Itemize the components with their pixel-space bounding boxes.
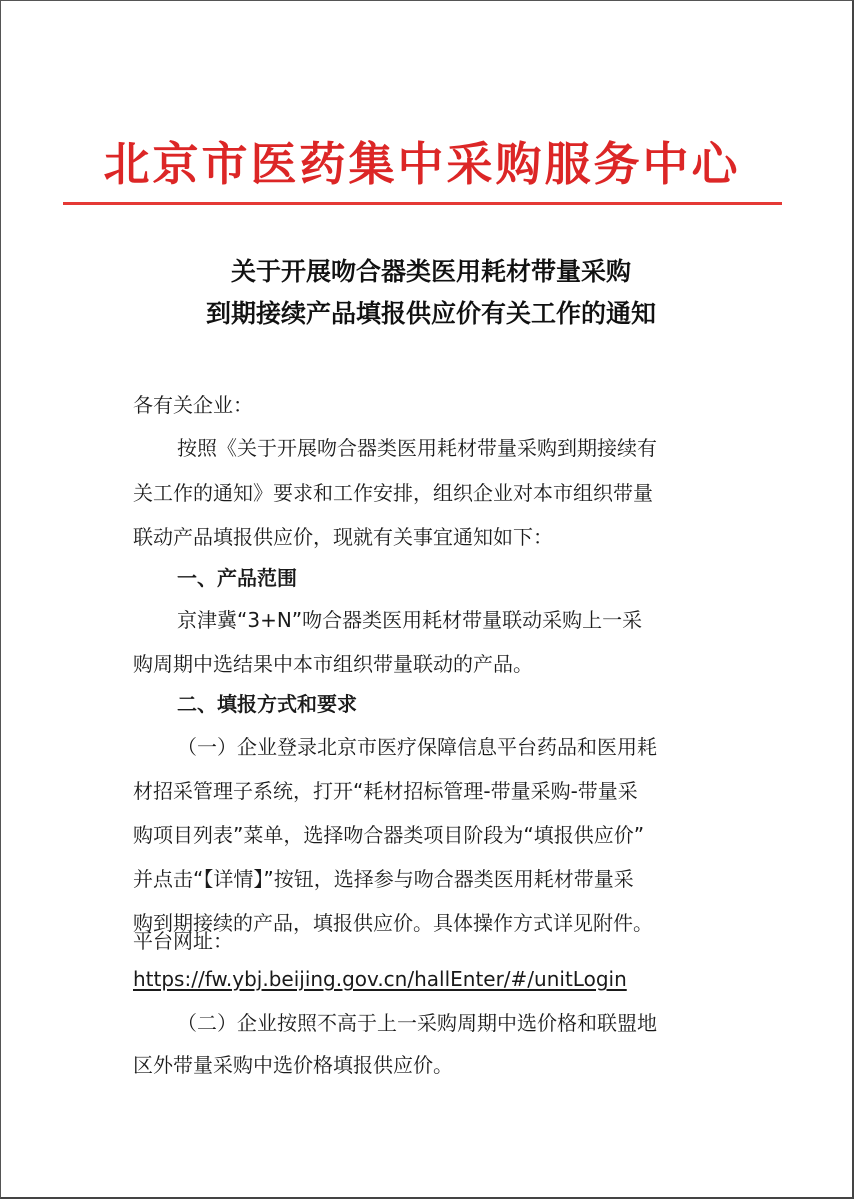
- document-title-line-2: 到期接续产品填报供应价有关工作的通知: [205, 299, 656, 328]
- section-1-heading: 一、产品范围: [177, 566, 297, 590]
- platform-url-link[interactable]: https://fw.ybj.beijing.gov.cn/hallEnter/#/unitLogin: [133, 967, 627, 991]
- intro-line-1: 按照《关于开展吻合器类医用耗材带量采购到期接续有: [177, 436, 657, 460]
- section-2-item-1-line-3: 购项目列表”菜单，选择吻合器类项目阶段为“填报供应价”: [133, 823, 645, 847]
- platform-url-line: [1, 964, 854, 994]
- section-2-item-1-line-2: 材招采管理子系统，打开“耗材招标管理-带量采购-带量采: [133, 779, 638, 803]
- document-title-line-1: 关于开展吻合器类医用耗材带量采购: [230, 257, 631, 286]
- intro-line-3: 联动产品填报供应价，现就有关事宜通知如下：: [133, 525, 553, 549]
- section-1-line-2: 购周期中选结果中本市组织带量联动的产品。: [133, 652, 533, 676]
- platform-label: 平台网址：: [133, 929, 233, 953]
- section-2-item-1-line-5: 购到期接续的产品，填报供应价。具体操作方式详见附件。: [133, 911, 653, 935]
- section-2-item-2-line-1: （二）企业按照不高于上一采购周期中选价格和联盟地: [177, 1011, 657, 1035]
- section-2-item-2-line-2: 区外带量采购中选价格填报供应价。: [133, 1053, 453, 1077]
- document-title: [81, 251, 781, 335]
- salutation: 各有关企业：: [133, 393, 253, 417]
- letterhead-red-rule: [63, 202, 782, 205]
- intro-line-2: 关工作的通知》要求和工作安排，组织企业对本市组织带量: [133, 481, 653, 505]
- section-2-item-1-line-1: （一）企业登录北京市医疗保障信息平台药品和医用耗: [177, 735, 657, 759]
- org-letterhead: 北京市医药集中采购服务中心: [103, 137, 741, 191]
- section-1-line-1: 京津冀“3+N”吻合器类医用耗材带量联动采购上一采: [177, 608, 643, 632]
- section-2-item-1-line-4: 并点击“【详情】”按钮，选择参与吻合器类医用耗材带量采: [133, 867, 634, 891]
- section-2-heading: 二、填报方式和要求: [177, 692, 357, 716]
